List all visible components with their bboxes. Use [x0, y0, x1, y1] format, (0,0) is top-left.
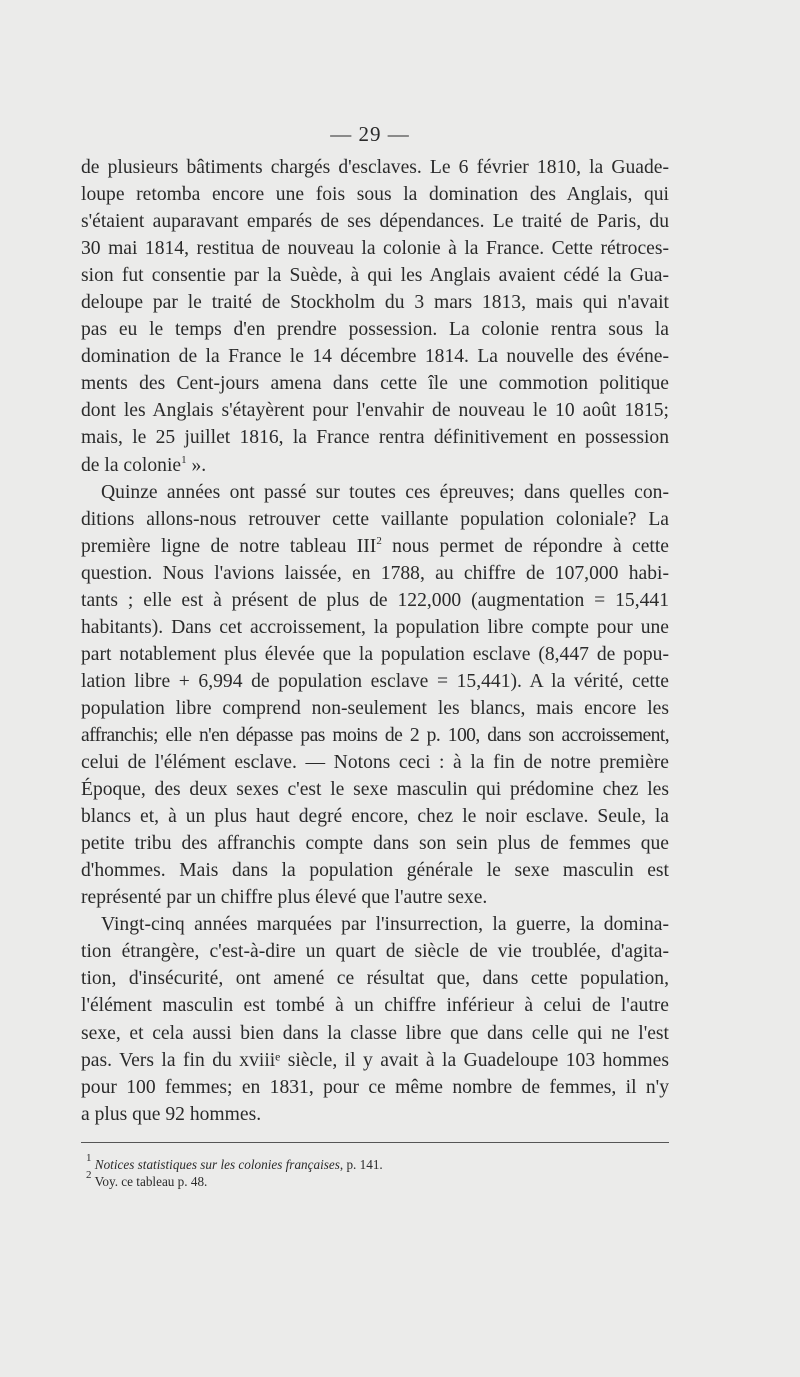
text-line: représenté par un chiffre plus élevé que l'autre sexe. [81, 887, 488, 909]
text-line: sion fut consentie par la Suède, à qui les Anglais avaient cédé la Gua- [81, 265, 669, 287]
text-line: de plusieurs bâtiments chargés d'esclaves. Le 6 février 1810, la Guade- [81, 157, 669, 178]
text-line: dont les Anglais s'étayèrent pour l'envahir de nouveau le 10 août 1815; [81, 400, 669, 422]
text-line: Vingt-cinq années marquées par l'insurrection, la guerre, la domina- [101, 914, 669, 936]
text-line: loupe retomba encore une fois sous la domination des Anglais, qui [81, 184, 669, 206]
footnote-title: Notices statistiques sur les colonies françaises [94, 1157, 340, 1172]
footnote: $^2$ Voy. ce tableau p. 48. [86, 1169, 208, 1189]
footnote-ref: 2 [376, 534, 382, 547]
text-line: ments des Cent-jours amena dans cette île une commotion politique [81, 373, 669, 395]
text-line: mais, le 25 juillet 1816, la France rentra définitivement en possession [81, 427, 669, 449]
footnotes [86, 1152, 666, 1190]
text-line: lation libre + 6,994 de population esclave = 15,441). A la vérité, cette [81, 670, 669, 692]
text-line: a plus que 92 hommes. [81, 1103, 262, 1125]
footnote-ref: 1 [181, 453, 187, 466]
page-number: — 29 — [330, 122, 410, 146]
text-line: tion étrangère, c'est-à-dire un quart de siècle de vie troublée, d'agita- [81, 941, 669, 963]
text-line: domination de la France le 14 décembre 1814. La nouvelle des événe- [81, 346, 669, 368]
text-line: d'hommes. Mais dans la population générale le sexe masculin est [81, 860, 669, 882]
footnote-mark: 2 [86, 1169, 92, 1181]
text-line: pas. Vers la fin du xviiiᵉ siècle, il y avait à la Guadeloupe 103 hommes [81, 1049, 669, 1071]
text-line: celui de l'élément esclave. — Notons ceci : à la fin de notre première [81, 752, 669, 774]
text-line: pas eu le temps d'en prendre possession. La colonie rentra sous la [81, 319, 669, 341]
text-line: 30 mai 1814, restitua de nouveau la colonie à la France. Cette rétroces- [81, 238, 669, 260]
text-line: part notablement plus élevée que la population esclave (8,447 de popu- [81, 643, 669, 665]
text-line: de la colonie$^1$ ». [81, 453, 207, 476]
footnote-mark: 1 [86, 1152, 92, 1164]
text-line: ditions allons-nous retrouver cette vaillante population coloniale? La [81, 508, 669, 530]
text-line: petite tribu des affranchis compte dans son sein plus de femmes que [81, 833, 669, 855]
text-line: tion, d'insécurité, ont amené ce résultat que, dans cette population, [81, 968, 669, 990]
text-line: pour 100 femmes; en 1831, pour ce même nombre de femmes, il n'y [81, 1076, 669, 1098]
text-line: sexe, et cela aussi bien dans la classe libre que dans celle qui ne l'est [81, 1022, 669, 1044]
text-line: deloupe par le traité de Stockholm du 3 mars 1813, mais qui n'avait [81, 292, 669, 314]
text-line: Quinze années ont passé sur toutes ces épreuves; dans quelles con- [101, 481, 669, 503]
text-line: l'élément masculin est tombé à un chiffre inférieur à celui de l'autre [81, 995, 669, 1017]
text-line: première ligne de notre tableau III$^2$ nous permet de répondre à cette [81, 534, 669, 557]
footnote: $^1$ Notices statistiques sur les colonies françaises, p. 141. [86, 1152, 383, 1172]
text-line: s'étaient auparavant emparés de ses dépendances. Le traité de Paris, du [81, 211, 669, 233]
text-line: affranchis; elle n'en dépasse pas moins de 2 p. 100, dans son accroissement, [81, 724, 669, 746]
text-line: Époque, des deux sexes c'est le sexe masculin qui prédomine chez les [81, 779, 669, 801]
text-line: tants ; elle est à présent de plus de 122,000 (augmentation = 15,441 [81, 589, 669, 611]
footnote-divider [81, 1142, 669, 1143]
text-line: question. Nous l'avions laissée, en 1788, au chiffre de 107,000 habi- [81, 562, 669, 584]
text-line: blancs et, à un plus haut degré encore, chez le noir esclave. Seule, la [81, 806, 669, 828]
text-line: population libre comprend non-seulement les blancs, mais encore les [81, 697, 669, 719]
text-line: habitants). Dans cet accroissement, la population libre compte pour une [81, 616, 669, 638]
body-text [81, 154, 669, 1128]
